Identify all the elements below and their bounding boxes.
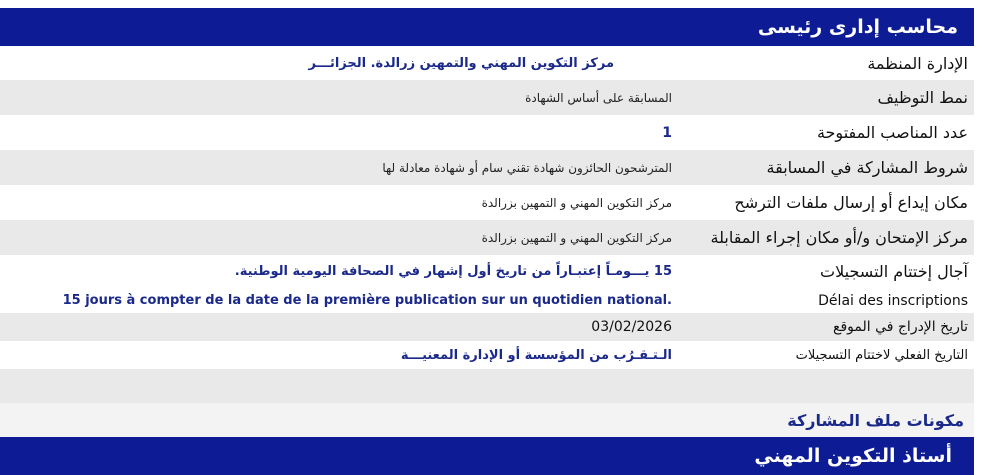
row-blank — [0, 369, 974, 403]
row-label: Délai des inscriptions — [818, 292, 968, 309]
row-actual-closing-date — [0, 341, 974, 369]
row-value: مركز التكوين المهني والتمهين زرالدة. الجزائـــر — [308, 55, 614, 71]
row-label: الإدارة المنظمة — [867, 53, 968, 73]
row-label: تاريخ الإدراج في الموقع — [833, 319, 968, 335]
row-value: 1 — [662, 124, 672, 141]
row-label: آجال إختتام التسجيلات — [820, 262, 968, 281]
row-registration-deadline-ar — [0, 255, 974, 288]
row-value: مركز التكوين المهني و التمهين بزرالدة — [481, 195, 672, 210]
row-participation-conditions — [0, 150, 974, 185]
section-title: مكونات ملف المشاركة — [787, 410, 964, 430]
row-open-positions — [0, 115, 974, 150]
row-file-submission-place — [0, 185, 974, 220]
row-value: 15 jours à compter de la date de la première publication sur un quotidien national. — [62, 293, 672, 308]
row-label: شروط المشاركة في المسابقة — [766, 158, 968, 177]
job-title-bar[interactable] — [0, 8, 974, 46]
section-header-file-components[interactable] — [0, 403, 974, 437]
row-label: عدد المناصب المفتوحة — [816, 123, 968, 142]
row-value: مركز التكوين المهني و التمهين بزرالدة — [481, 230, 672, 245]
row-label: مكان إيداع أو إرسال ملفات الترشح — [734, 193, 968, 212]
row-value: المسابقة على أساس الشهادة — [525, 90, 672, 105]
row-value: 15 يـــومـاً إعتبـاراً من تاريخ أول إشهار في الصحافة اليومية الوطنية. — [234, 264, 672, 279]
next-job-title: أستاذ التكوين المهني — [754, 445, 952, 467]
row-value: الـتـقـرُب من المؤسسة أو الإدارة المعنيـــة — [400, 347, 672, 363]
row-recruitment-mode — [0, 80, 974, 115]
row-label: التاريخ الفعلي لاختتام التسجيلات — [795, 347, 968, 363]
row-organizing-administration — [0, 46, 974, 80]
job-title: محاسب إدارى رئيسى — [757, 16, 958, 38]
row-label: مركز الإمتحان و/أو مكان إجراء المقابلة — [710, 228, 968, 247]
row-registration-deadline-fr — [0, 288, 974, 313]
row-posting-date — [0, 313, 974, 341]
next-job-title-bar[interactable] — [0, 437, 974, 475]
row-value: المترشحون الحائزون شهادة تقني سام أو شهادة معادلة لها — [382, 160, 672, 175]
row-label: نمط التوظيف — [877, 88, 968, 107]
row-value: 03/02/2026 — [591, 319, 672, 335]
row-exam-center — [0, 220, 974, 255]
